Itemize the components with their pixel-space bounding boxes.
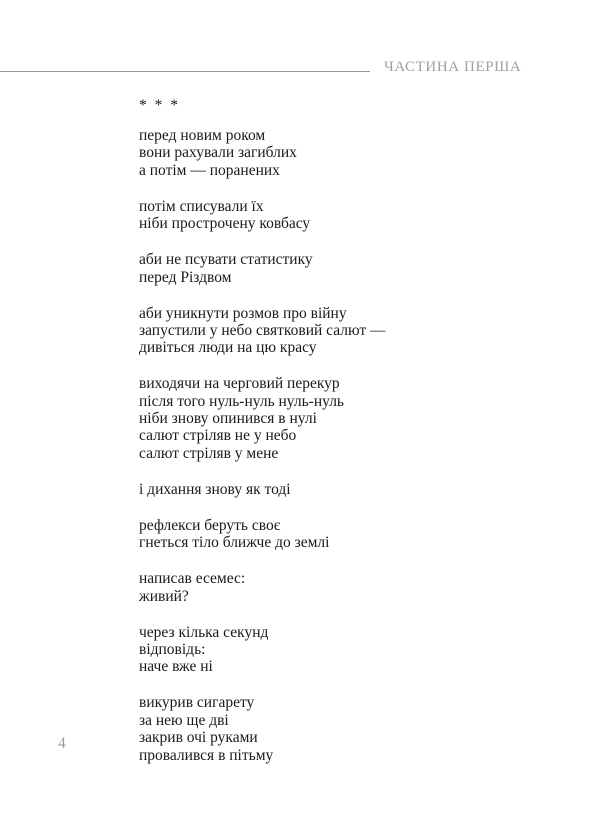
poem-line: ніби прострочену ковбасу [139,215,311,233]
poem [139,96,579,782]
stanza-9 [139,624,579,676]
stanza-4 [139,305,579,357]
poem-line: і дихання знову як тоді [139,480,291,498]
poem-line: наче вже ні [139,658,213,676]
stanza-1 [139,127,579,179]
poem-line: потім списували їх [139,197,264,215]
stanza-8 [139,570,579,605]
poem-line: дивіться люди на цю красу [139,339,317,357]
stanza-6 [139,481,579,498]
poem-line: після того нуль-нуль нуль-нуль [139,392,345,410]
poem-line: викурив сигарету [139,694,255,712]
page-number: 4 [58,735,66,752]
poem-line: через кілька секунд [139,623,269,641]
poem-line: провалився в пітьму [139,746,274,764]
stanza-5 [139,375,579,462]
poem-line: салют стріляв у мене [139,444,279,462]
poem-line: перед Різдвом [139,268,232,286]
stanza-separator: * * * [139,97,180,114]
poem-line: живий? [139,587,189,605]
poem-line: гнеться тіло ближче до землі [139,534,330,552]
section-title: ЧАСТИНА ПЕРША [384,59,522,75]
poem-line: закрив очі руками [139,729,258,747]
stanza-2 [139,198,579,233]
header-rule [0,71,370,72]
poem-line: аби не псувати статистику [139,251,313,269]
poem-line: за нею ще дві [139,711,229,729]
stanza-3 [139,251,579,286]
poem-line: рефлекси беруть своє [139,516,281,534]
poem-line: ніби знову опинився в нулі [139,410,317,428]
poem-line: виходячи на черговий перекур [139,375,340,393]
poem-line: перед новим роком [139,127,266,144]
poem-line: а потім — поранених [139,161,280,179]
poem-line: аби уникнути розмов про війну [139,304,347,322]
poem-line: відповідь: [139,640,206,658]
stanza-7 [139,517,579,552]
poem-line: запустили у небо святковий салют — [139,321,386,339]
poem-line: вони рахували загиблих [139,144,297,162]
poem-line: салют стріляв не у небо [139,427,297,445]
poem-line: написав есемес: [139,570,246,588]
stanza-10 [139,694,579,764]
